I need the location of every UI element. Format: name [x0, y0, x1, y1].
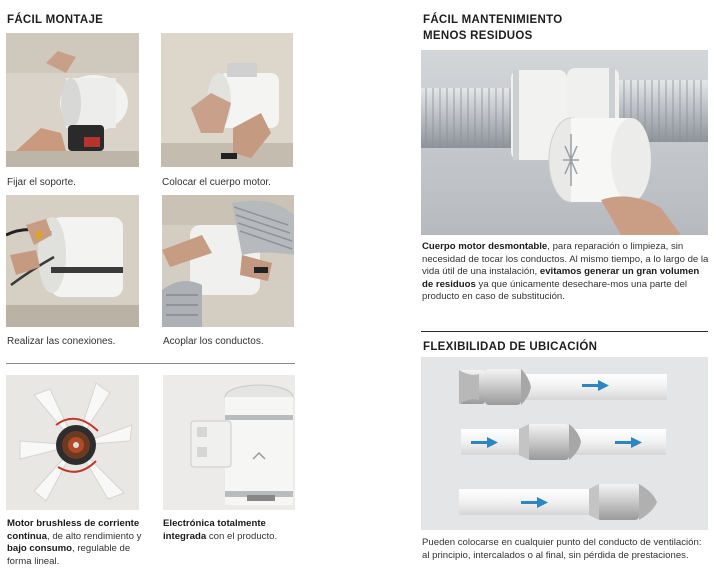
pipe-row-start	[459, 369, 667, 405]
flexibility-description: Pueden colocarse en cualquier punto del conducto de ventilación: al principio, intercalados o al final, sin pérdida de prestaciones.	[422, 537, 702, 561]
photo-connections	[6, 195, 139, 327]
motor-description	[7, 518, 147, 568]
maintenance-text-2: ya que únicamente desechare-mos una parte del producto en caso de substitución.	[422, 278, 688, 303]
maintenance-text-1: , para reparación o limpieza, sin necesidad de tocar los conductos. Al mismo tiempo, a lo largo de la vida útil de una instalación,	[422, 241, 709, 278]
maintenance-bold-2: evitamos generar un gran volumen de residuos	[422, 266, 700, 290]
location-diagram	[421, 357, 708, 530]
flexibility-title: FLEXIBILIDAD DE UBICACIÓN	[423, 341, 598, 353]
electronics-text-1: con el producto.	[206, 530, 278, 542]
photo-removable-motor	[421, 50, 708, 235]
electronics-description	[163, 518, 298, 543]
maintenance-title	[423, 12, 562, 44]
maintenance-description	[422, 241, 710, 304]
photo-brushless-motor	[6, 375, 139, 510]
maintenance-title-line1: FÁCIL MANTENIMIENTO	[423, 14, 563, 26]
maintenance-title-line2: MENOS RESIDUOS	[423, 30, 533, 42]
step-caption-1: Fijar el soporte.	[7, 177, 76, 188]
pipe-row-end	[459, 484, 657, 520]
step-caption-3: Realizar las conexiones.	[7, 336, 116, 347]
fast-mounting-title: FÁCIL MONTAJE	[7, 14, 104, 26]
electronics-bold-1: Electrónica totalmente integrada	[163, 518, 266, 542]
photo-ducts	[162, 195, 294, 327]
pipe-row-middle	[461, 424, 666, 460]
photo-integrated-electronics	[163, 375, 295, 510]
photo-motor-body	[161, 33, 293, 167]
photo-fix-bracket	[6, 33, 139, 167]
motor-text-1: , de alto rendimiento y	[46, 530, 142, 542]
step-caption-2: Colocar el cuerpo motor.	[162, 177, 271, 188]
motor-bold-1: Motor brushless de corriente continua	[7, 518, 140, 542]
step-caption-4: Acoplar los conductos.	[163, 336, 264, 347]
left-divider	[6, 363, 295, 364]
maintenance-bold-1: Cuerpo motor desmontable	[422, 241, 548, 252]
motor-bold-2: bajo consumo	[7, 543, 73, 555]
motor-text-2: , regulable de forma lineal.	[7, 543, 131, 567]
right-divider	[421, 331, 708, 332]
